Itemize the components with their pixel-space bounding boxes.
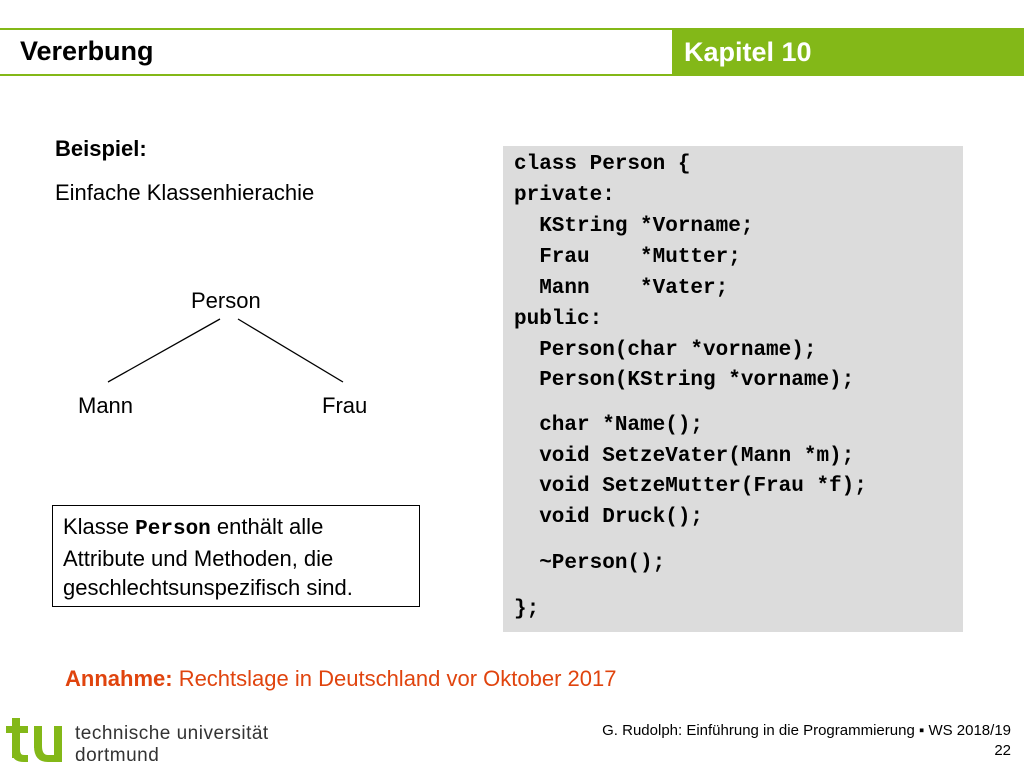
code-line: }; <box>514 598 540 621</box>
code-line: Frau *Mutter; <box>514 246 741 269</box>
code-line: ~Person(); <box>514 552 666 575</box>
logo-line-2: dortmund <box>75 745 160 766</box>
code-line: KString *Vorname; <box>514 215 754 238</box>
node-person: Person <box>191 288 261 313</box>
example-subheading: Einfache Klassenhierachie <box>55 180 315 205</box>
code-line: Person(char *vorname); <box>514 339 817 362</box>
slide-title: Vererbung <box>20 36 154 66</box>
logo-text <box>75 723 269 767</box>
logo-line-1: technische universität <box>75 723 269 744</box>
code-line: public: <box>514 308 603 331</box>
footer-credit: G. Rudolph: Einführung in die Programmierung ▪ WS 2018/19 <box>602 722 1011 739</box>
tu-logo-icon <box>6 718 72 764</box>
code-line: Person(KString *vorname); <box>514 369 855 392</box>
note-line-3: geschlechtsunspezifisch sind. <box>63 575 353 600</box>
code-line: void SetzeMutter(Frau *f); <box>514 475 867 498</box>
code-line: void Druck(); <box>514 506 704 529</box>
node-mann: Mann <box>78 393 134 418</box>
edge-person-mann <box>108 319 220 382</box>
note-suffix: enthält alle <box>210 514 324 539</box>
code-line: Mann *Vater; <box>514 277 729 300</box>
note-box <box>52 505 420 607</box>
code-line: void SetzeVater(Mann *m); <box>514 445 855 468</box>
example-heading: Beispiel: <box>55 136 147 161</box>
note-line-2: Attribute und Methoden, die <box>63 546 334 571</box>
code-line: class Person { <box>514 153 691 176</box>
code-line: char *Name(); <box>514 414 704 437</box>
assumption-text: Rechtslage in Deutschland vor Oktober 2017 <box>178 666 617 691</box>
assumption <box>65 666 617 692</box>
code-panel <box>503 146 963 632</box>
page-number: 22 <box>994 742 1011 759</box>
note-prefix: Klasse <box>63 514 136 539</box>
assumption-label: Annahme: <box>65 666 173 691</box>
chapter-label: Kapitel 10 <box>684 37 812 67</box>
code-line: private: <box>514 184 615 207</box>
edge-person-frau <box>238 319 343 382</box>
note-code-word: Person <box>135 518 211 541</box>
node-frau: Frau <box>322 393 368 418</box>
note-line-1 <box>63 512 409 544</box>
